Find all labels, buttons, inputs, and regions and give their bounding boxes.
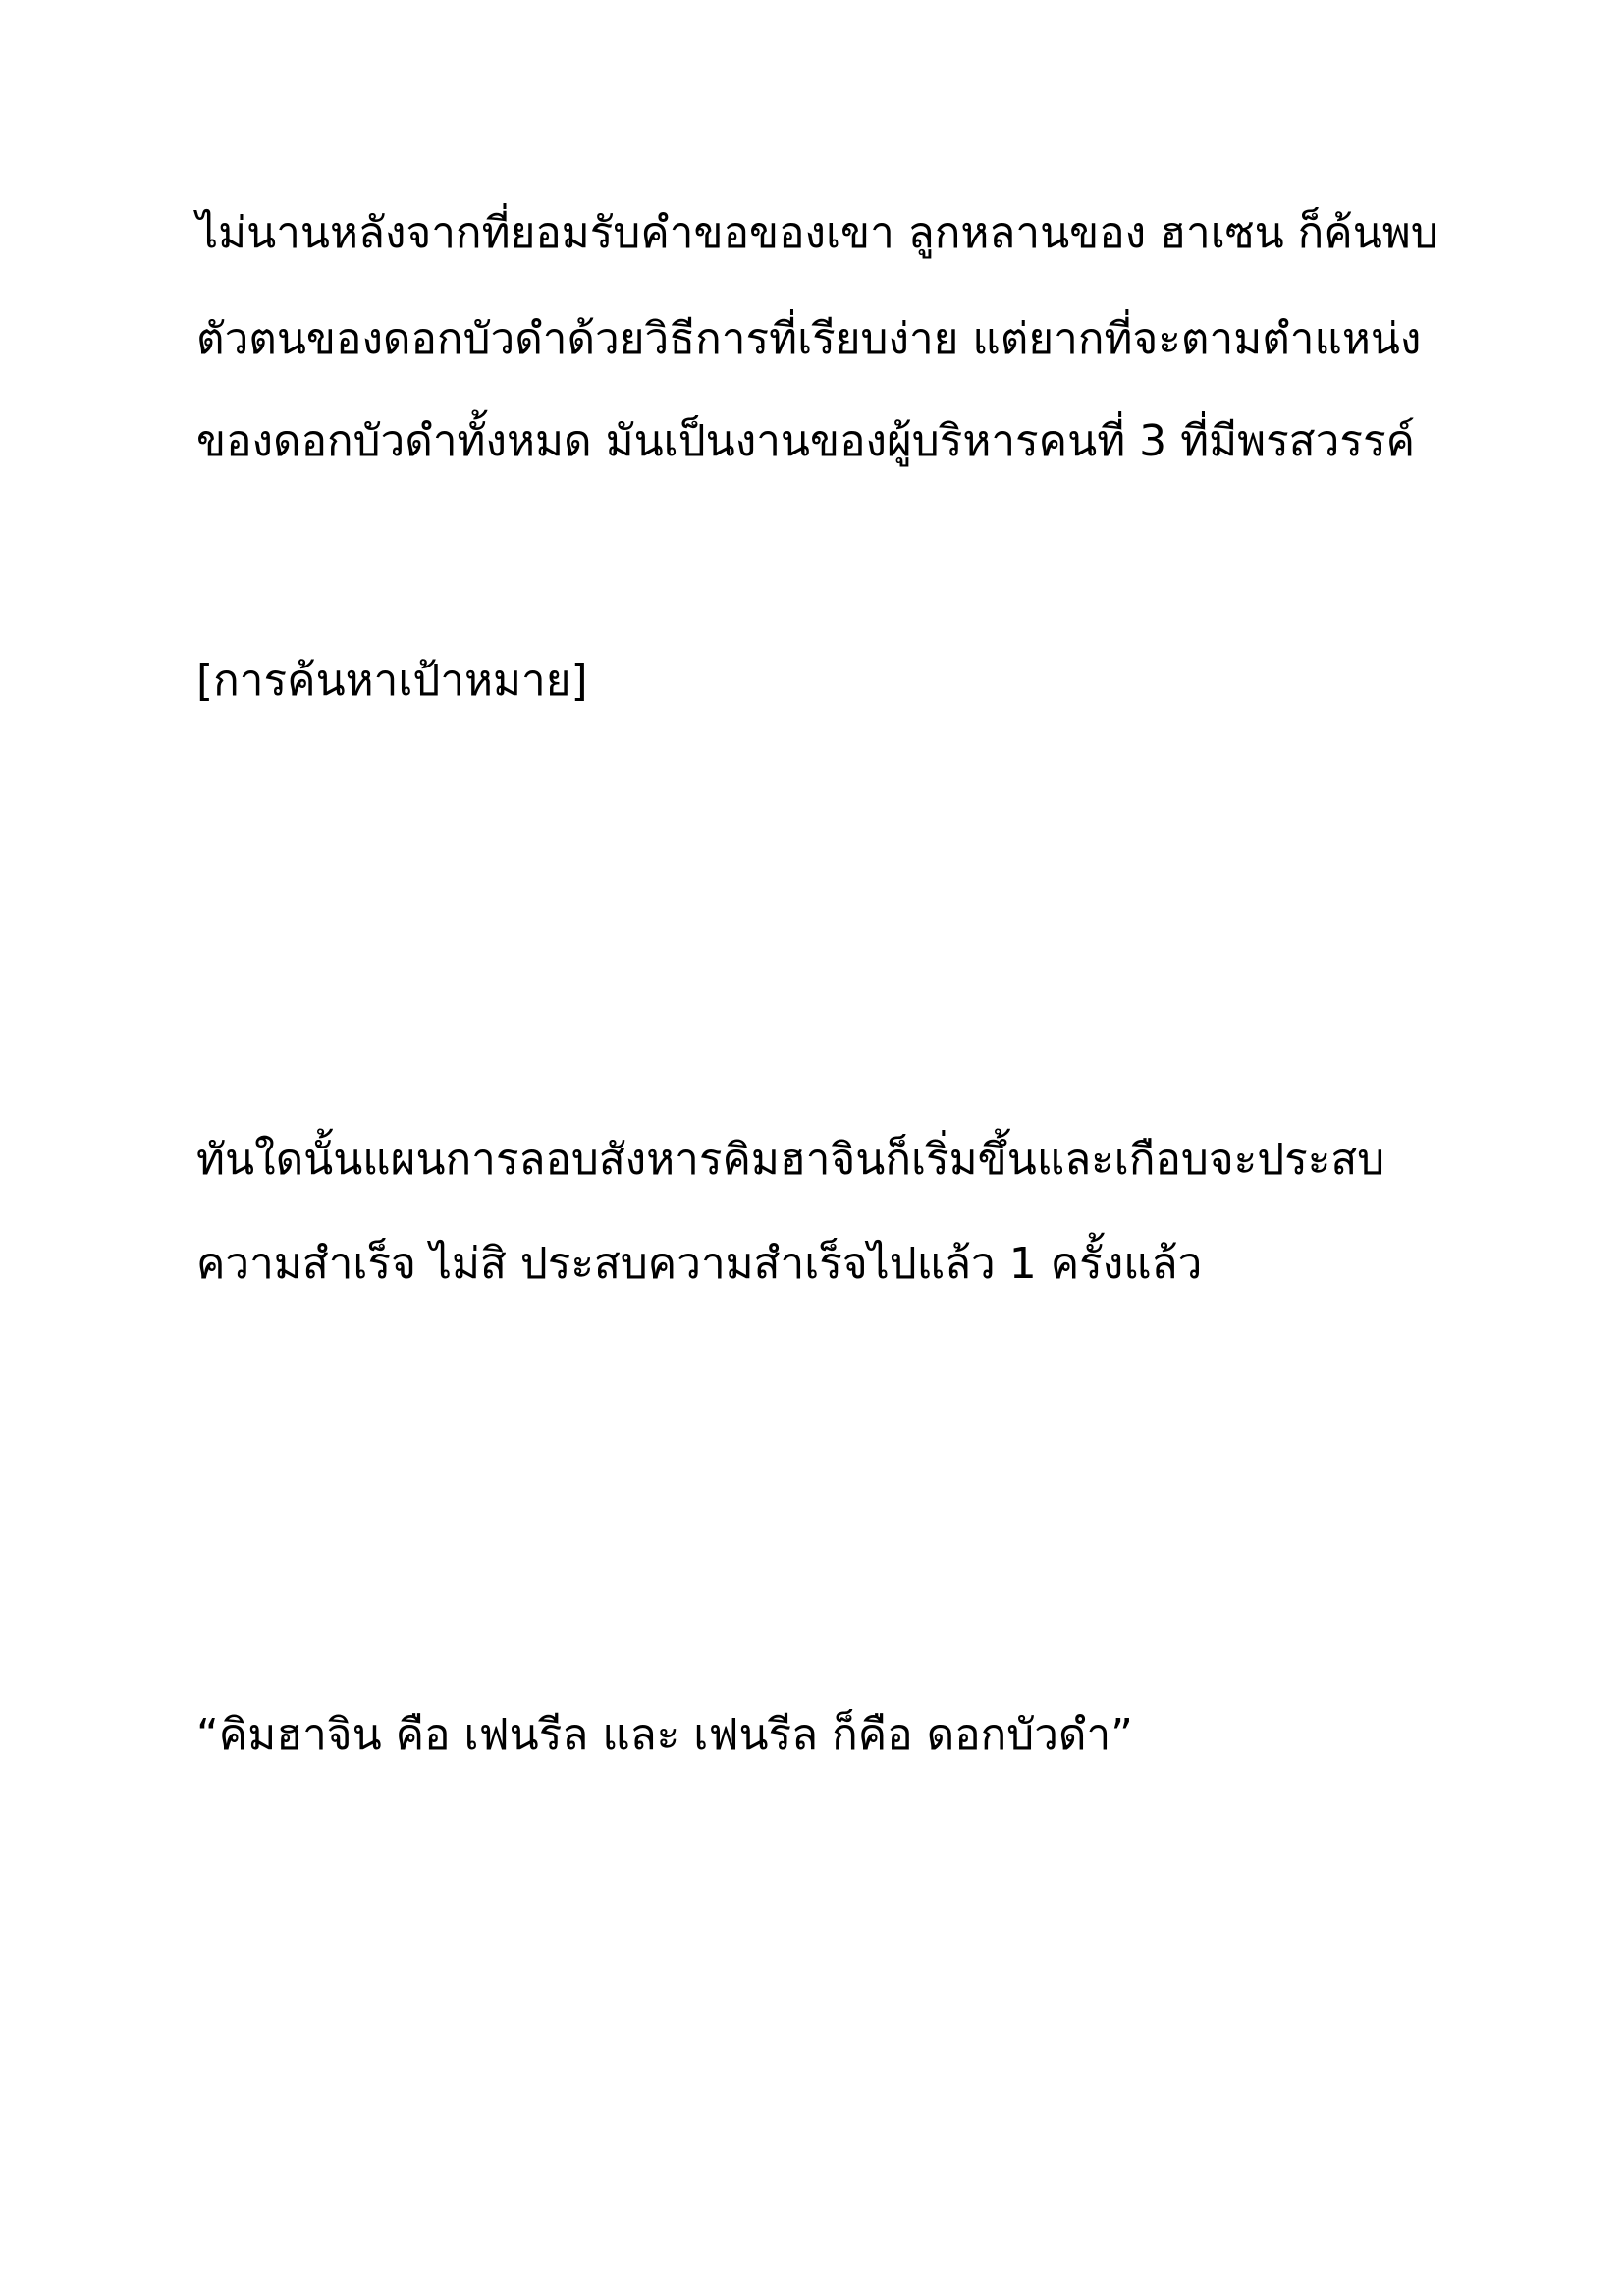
paragraph-2-line-1: ทันใดนั้นแผนการลอบสังหารคิมฮาจินก็เริ่มขึ้นและเกือบจะประสบ <box>196 1135 1385 1185</box>
paragraph-1-line-3: ของดอกบัวดำทั้งหมด มันเป็นงานของผู้บริหารคนที่ 3 ที่มีพรสวรรค์ <box>196 416 1416 466</box>
section-heading: [การค้นหาเป้าหมาย] <box>196 656 588 706</box>
paragraph-1-line-2: ตัวตนของดอกบัวดำด้วยวิธีการที่เรียบง่าย แต่ยากที่จะตามตำแหน่ง <box>196 314 1422 364</box>
paragraph-1-line-1: ไม่นานหลังจากที่ยอมรับคำขอของเขา ลูกหลานของ ฮาเซน ก็ค้นพบ <box>196 208 1438 258</box>
quote-line: “คิมฮาจิน คือ เฟนรีล และ เฟนรีล ก็คือ ดอกบัวดำ” <box>196 1710 1133 1760</box>
paragraph-2-line-2: ความสำเร็จ ไม่สิ ประสบความสำเร็จไปแล้ว 1 ครั้งแล้ว <box>196 1239 1203 1289</box>
